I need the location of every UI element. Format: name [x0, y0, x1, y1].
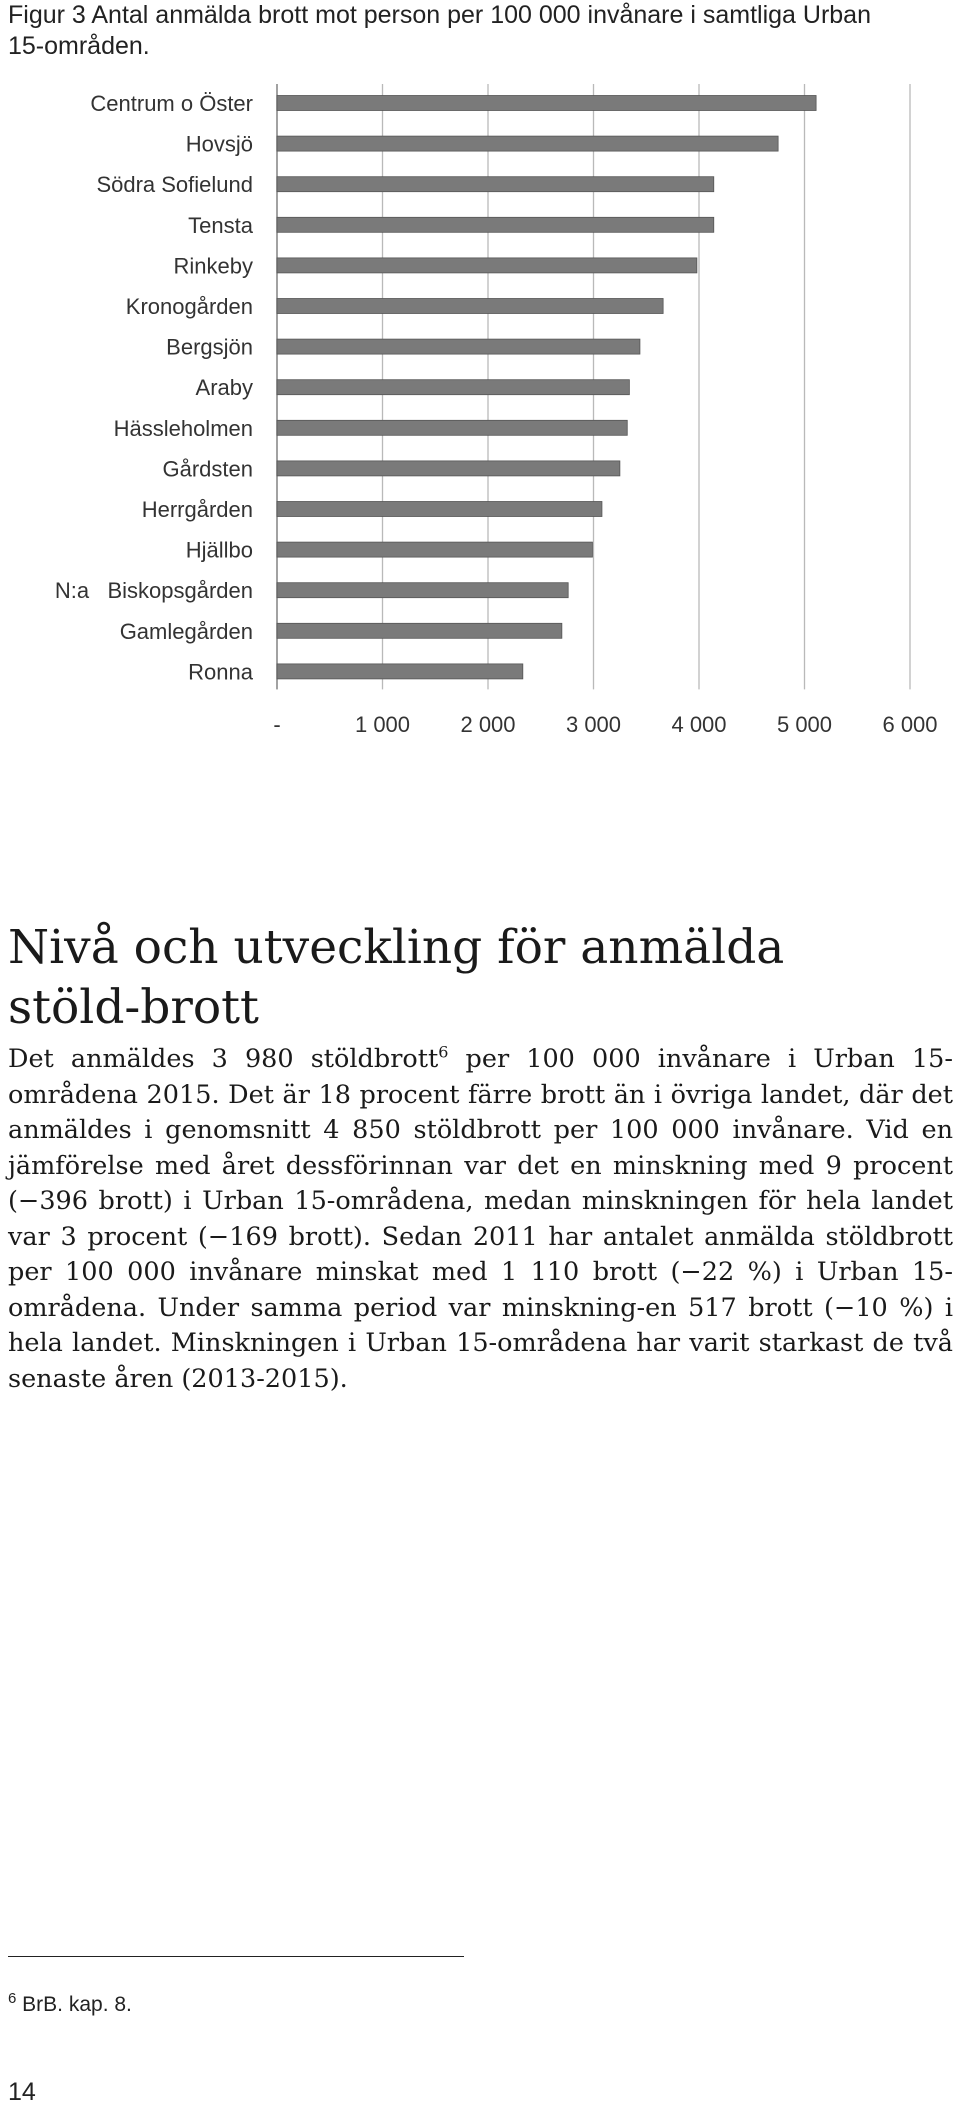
body-text-part2: per 100 000 invånare i Urban 15-områdena 2015. Det är 18 procent färre brott än i övriga landet, där det anmäldes i genomsnitt 4 850 stöldbrott per 100 000 invånare. Vid en jämförelse med året dessförinnan var det en minskning med 9 procent (−396 brott) i Urban 15-områdena, medan minskningen för hela landet var 3 procent (−169 brott). Sedan 2011 har antalet anmälda stöldbrott per 100 000 invånare minskat med 1 110 brott (−22 %) i Urban 15-områdena. Under samma period var minskning-en 517 brott (−10 %) i hela landet. Minskningen i Urban 15-områdena har varit starkast de två senaste åren (2013-2015). — [8, 1044, 953, 1394]
body-text-part1: Det anmäldes 3 980 stöldbrott — [8, 1044, 439, 1074]
category-label: Hjällbo — [185, 537, 253, 563]
x-tick-label: 4 000 — [671, 712, 727, 737]
category-label: Ronna — [188, 659, 253, 685]
page-number: 14 — [8, 2078, 36, 2106]
footnote-text: BrB. kap. 8. — [16, 1993, 132, 2016]
category-label: Centrum o Öster — [90, 91, 253, 116]
bar — [277, 542, 592, 557]
x-tick-label: 6 000 — [882, 712, 938, 737]
bar — [277, 380, 629, 395]
x-tick-label: 2 000 — [460, 712, 516, 737]
footnote — [8, 1990, 132, 2017]
footnote-reference: 6 — [438, 1042, 449, 1062]
figure-caption: Figur 3 Antal anmälda brott mot person per 100 000 invånare i samtliga Urban 15-områden. — [8, 1, 871, 60]
category-label: Hässleholmen — [113, 415, 253, 441]
bar — [277, 583, 568, 598]
category-label: Hovsjö — [185, 131, 253, 157]
bar — [277, 299, 663, 314]
category-label: Gamlegården — [119, 618, 253, 644]
bar — [277, 96, 816, 111]
body-paragraph — [8, 1042, 953, 1397]
bar — [277, 136, 778, 151]
footnote-number: 6 — [8, 1990, 17, 2007]
category-label: Tensta — [188, 212, 253, 238]
category-label: Araby — [195, 375, 253, 401]
bar — [277, 420, 627, 435]
category-label: Rinkeby — [173, 253, 253, 279]
bar — [277, 177, 714, 192]
category-label: Södra Sofielund — [96, 172, 253, 198]
x-tick-label: 1 000 — [354, 712, 411, 737]
footnote-divider — [8, 1956, 464, 1957]
x-tick-label: - — [273, 712, 281, 737]
category-label: Kronogården — [125, 294, 253, 319]
bar — [277, 623, 562, 638]
bar — [277, 664, 523, 679]
x-tick-label: 5 000 — [776, 712, 833, 737]
category-label: Herrgården — [141, 497, 253, 522]
bar — [277, 339, 640, 354]
bar — [277, 502, 602, 517]
bar — [277, 461, 620, 476]
bar — [277, 217, 714, 232]
category-label: Bergsjön — [166, 334, 253, 360]
category-label: Gårdsten — [162, 456, 253, 482]
bar-chart — [0, 60, 960, 760]
bar — [277, 258, 697, 273]
category-label: N:a Biskopsgården — [54, 578, 253, 604]
x-tick-label: 3 000 — [565, 712, 622, 737]
section-heading: Nivå och utveckling för anmälda stöld-brott — [8, 920, 785, 1035]
